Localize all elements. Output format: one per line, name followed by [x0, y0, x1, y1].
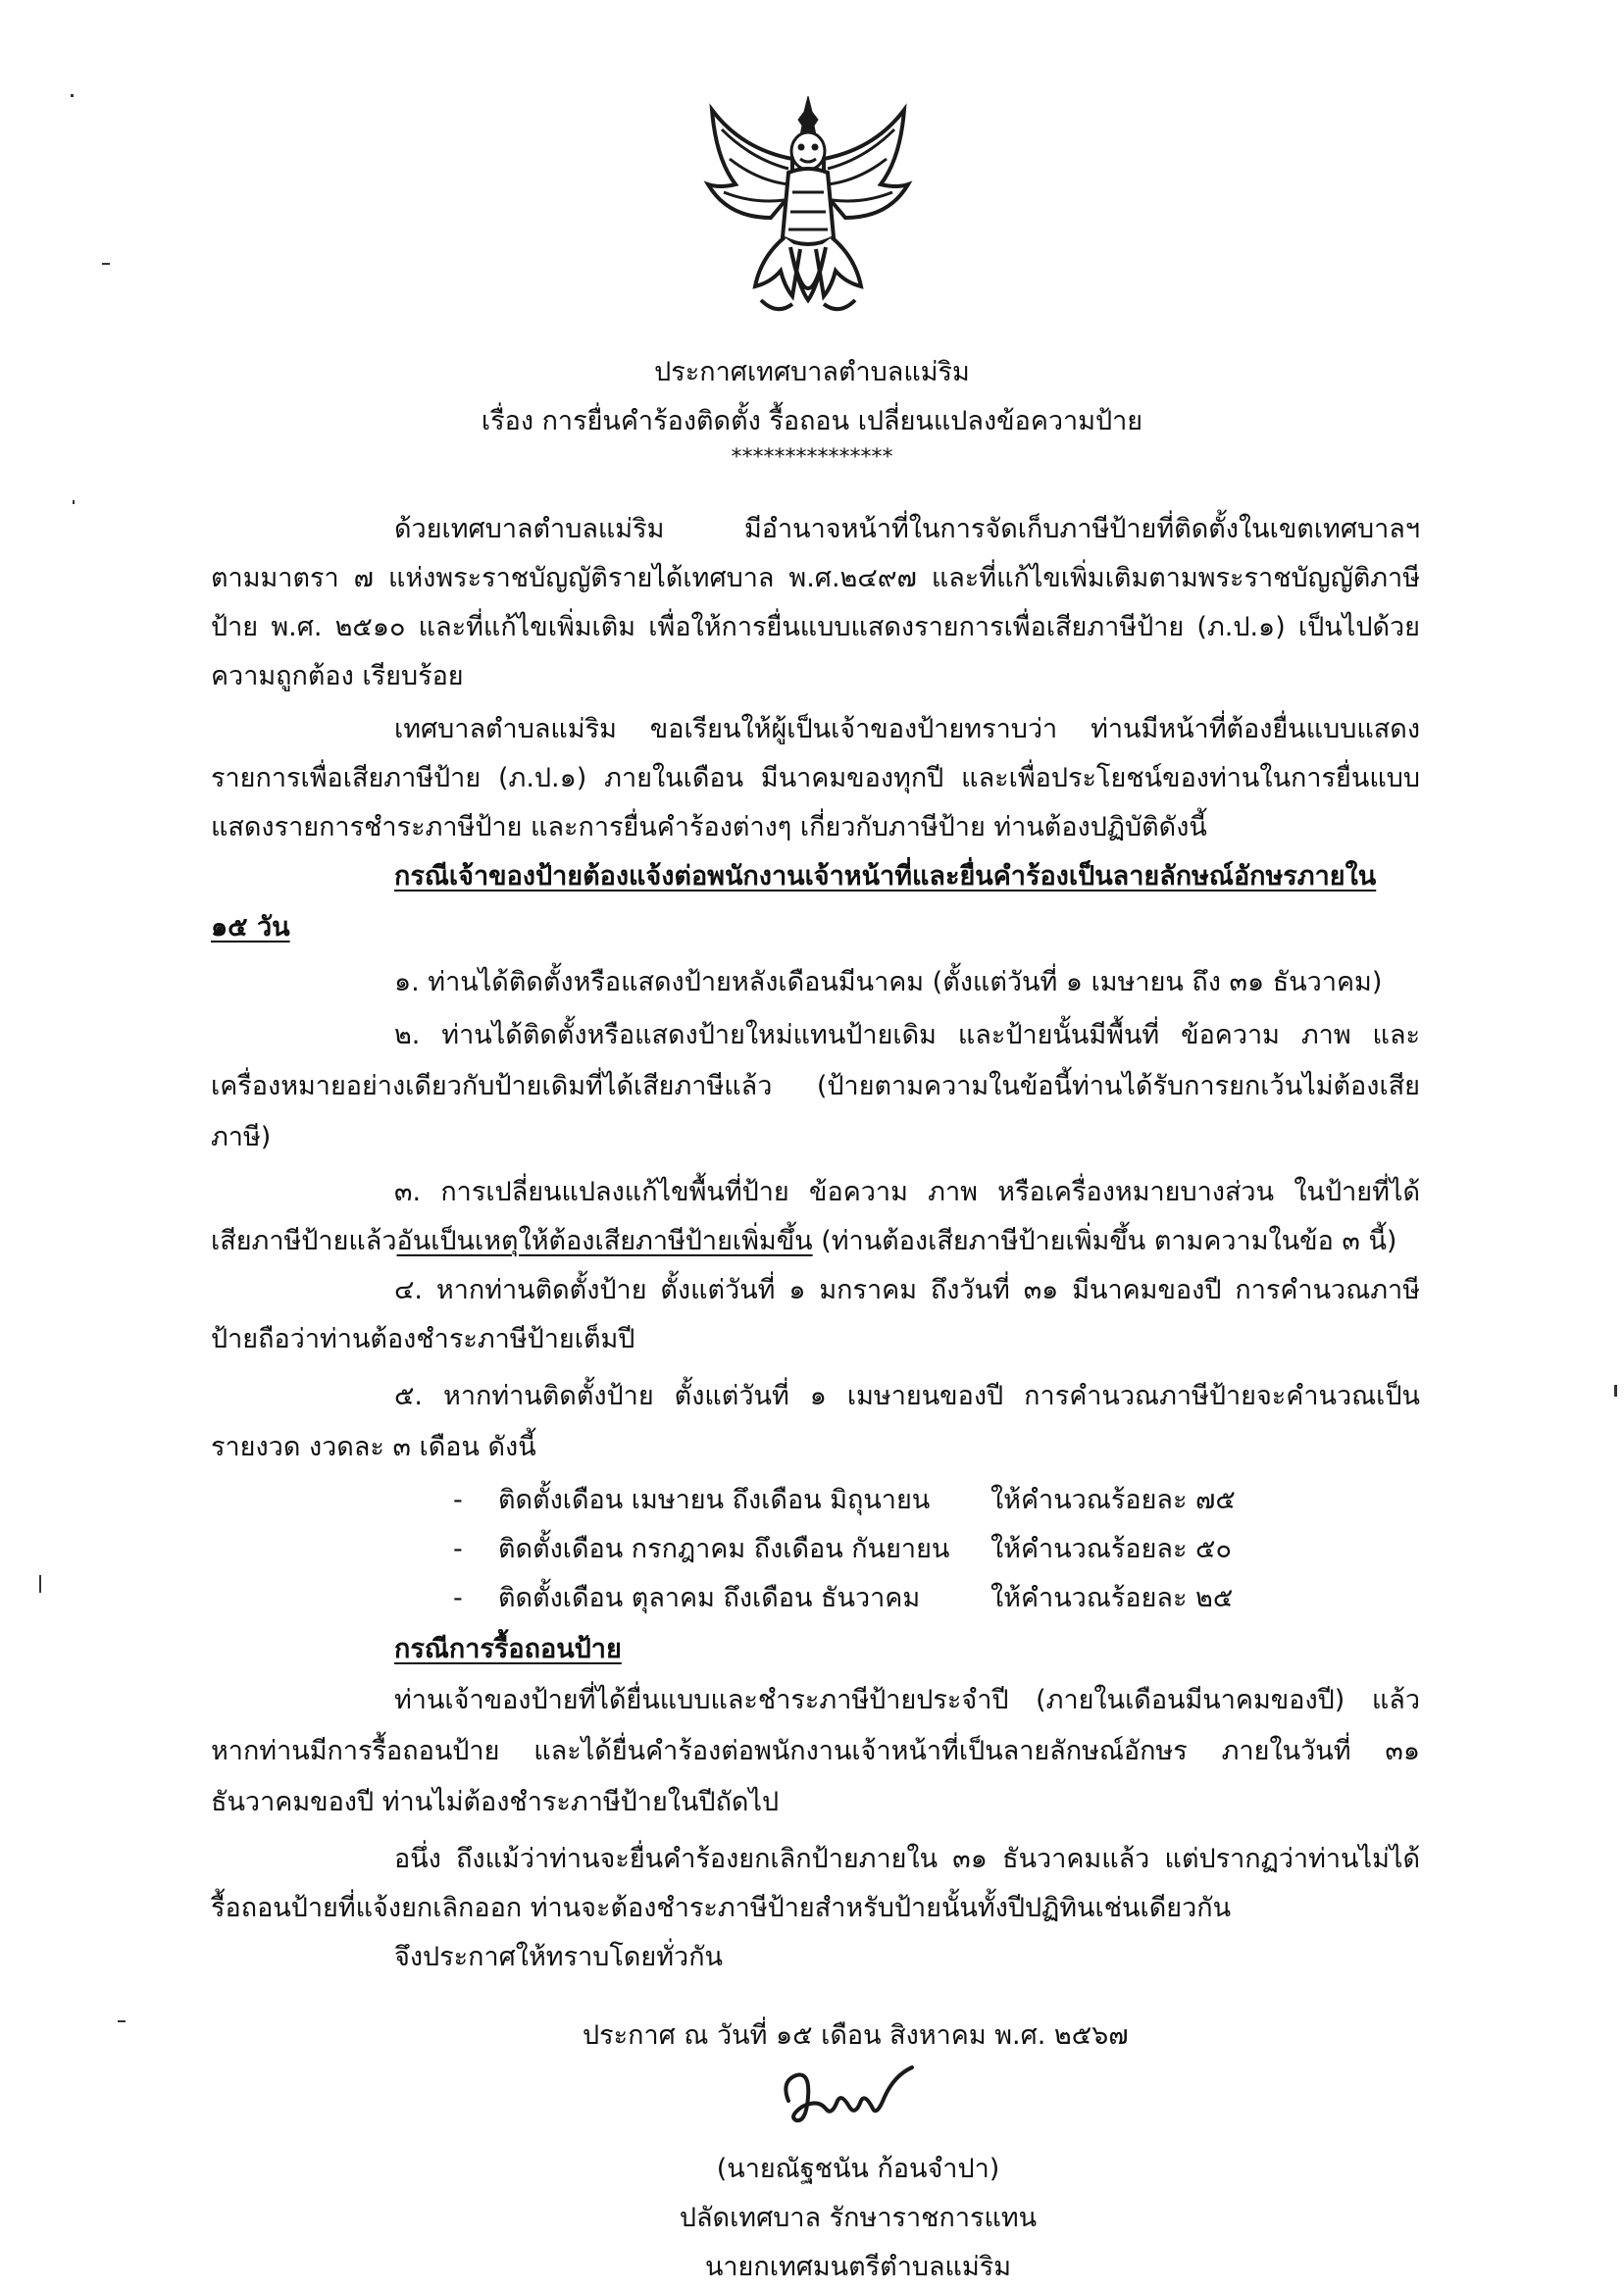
list-item-3-text-b: (ท่านต้องเสียภาษีป้ายเพิ่มขึ้น ตามความในข้อ ๓ นี้) — [812, 1226, 1397, 1256]
paragraph-3-line-3: ธันวาคมของปี ท่านไม่ต้องชำระภาษีป้ายในปีถัดไป — [211, 1787, 780, 1817]
section-heading-notify-line-1: กรณีเจ้าของป้ายต้องแจ้งต่อพนักงานเจ้าหน้าที่และยื่นคำร้องเป็นลายลักษณ์อักษรภายใน — [394, 861, 1377, 892]
handwritten-signature-icon — [775, 2058, 932, 2140]
scan-speck — [71, 94, 74, 97]
paragraph-3-line-1: ท่านเจ้าของป้ายที่ได้ยื่นแบบและชำระภาษีป้ายประจำปี (ภายในเดือนมีนาคมของปี) แล้ว — [394, 1685, 1420, 1715]
signer-position-2: นายกเทศมนตรีตำบลแม่ริม — [704, 2252, 1012, 2282]
paragraph-1-line-3: ป้าย พ.ศ. ๒๕๑๐ และที่แก้ไขเพิ่มเติม เพื่อให้การยื่นแบบแสดงรายการเพื่อเสียภาษีป้าย (ภ.ป.๑) เป็นไปด้วย — [211, 612, 1420, 642]
paragraph-2-line-1: เทศบาลตำบลแม่ริม ขอเรียนให้ผู้เป็นเจ้าของป้ายทราบว่า ท่านมีหน้าที่ต้องยื่นแบบแสดง — [394, 714, 1420, 744]
garuda-emblem-icon — [702, 90, 914, 331]
paragraph-4-line-1: อนึ่ง ถึงแม้ว่าท่านจะยื่นคำร้องยกเลิกป้ายภายใน ๓๑ ธันวาคมแล้ว แต่ปรากฏว่าท่านไม่ได้ — [394, 1844, 1420, 1874]
schedule-dash: - — [453, 1485, 463, 1515]
signer-name: (นายณัฐชนัน ก้อนจำปา) — [716, 2154, 1000, 2184]
page-title: ประกาศเทศบาลตำบลแม่ริม — [654, 357, 970, 387]
schedule-rate: ให้คำนวณร้อยละ ๒๕ — [990, 1583, 1234, 1613]
scan-speck — [39, 1575, 41, 1593]
signer-position-1: ปลัดเทศบาล รักษาราชการแทน — [679, 2203, 1038, 2233]
schedule-dash: - — [453, 1534, 463, 1564]
list-item-3-line-2 — [211, 1222, 1396, 1261]
page-subject: เรื่อง การยื่นคำร้องติดตั้ง รื้อถอน เปลี่ยนแปลงข้อความป้าย — [481, 406, 1143, 436]
schedule-rate: ให้คำนวณร้อยละ ๕๐ — [990, 1534, 1232, 1564]
list-item-2-line-1: ๒. ท่านได้ติดตั้งหรือแสดงป้ายใหม่แทนป้ายเดิม และป้ายนั้นมีพื้นที่ ข้อความ ภาพ และ — [394, 1020, 1420, 1050]
announcement-date: ประกาศ ณ วันที่ ๑๕ เดือน สิงหาคม พ.ศ. ๒๕๖๗ — [583, 2020, 1129, 2051]
schedule-period: ติดตั้งเดือน ตุลาคม ถึงเดือน ธันวาคม — [498, 1583, 921, 1613]
list-item-4-line-1: ๔. หากท่านติดตั้งป้าย ตั้งแต่วันที่ ๑ มกราคม ถึงวันที่ ๓๑ มีนาคมของปี การคำนวณภาษี — [394, 1275, 1420, 1305]
list-item-4-line-2: ป้ายถือว่าท่านต้องชำระภาษีป้ายเต็มปี — [211, 1324, 635, 1354]
paragraph-1-line-4: ความถูกต้อง เรียบร้อย — [211, 661, 464, 691]
list-item-3-line-1: ๓. การเปลี่ยนแปลงแก้ไขพื้นที่ป้าย ข้อความ ภาพ หรือเครื่องหมายบางส่วน ในป้ายที่ได้ — [394, 1177, 1420, 1207]
paragraph-4-line-2: รื้อถอนป้ายที่แจ้งยกเลิกออก ท่านจะต้องชำระภาษีป้ายสำหรับป้ายนั้นทั้งปีปฏิทินเช่นเดียวกัน — [211, 1893, 1232, 1923]
closing-line: จึงประกาศให้ทราบโดยทั่วกัน — [394, 1942, 723, 1972]
section-heading-removal: กรณีการรื้อถอนป้าย — [394, 1634, 622, 1664]
schedule-dash: - — [453, 1583, 463, 1613]
paragraph-2-line-2: รายการเพื่อเสียภาษีป้าย (ภ.ป.๑) ภายในเดือน มีนาคมของทุกปี และเพื่อประโยชน์ของท่านในการยื่นแบบ — [211, 763, 1420, 793]
separator-stars: *************** — [731, 445, 893, 470]
schedule-period: ติดตั้งเดือน เมษายน ถึงเดือน มิถุนายน — [498, 1485, 931, 1515]
paragraph-1-line-2: ตามมาตรา ๗ แห่งพระราชบัญญัติรายได้เทศบาล พ.ศ.๒๔๙๗ และที่แก้ไขเพิ่มเติมตามพระราชบัญญัติภาษี — [211, 563, 1420, 593]
scan-speck — [118, 2020, 126, 2022]
paragraph-2-line-3: แสดงรายการชำระภาษีป้าย และการยื่นคำร้องต่างๆ เกี่ยวกับภาษีป้าย ท่านต้องปฏิบัติดังนี้ — [211, 812, 1207, 842]
list-item-1: ๑. ท่านได้ติดตั้งหรือแสดงป้ายหลังเดือนมีนาคม (ตั้งแต่วันที่ ๑ เมษายน ถึง ๓๑ ธันวาคม) — [394, 967, 1383, 997]
list-item-2-line-2: เครื่องหมายอย่างเดียวกับป้ายเดิมที่ได้เสียภาษีแล้ว (ป้ายตามความในข้อนี้ท่านได้รับการยกเว้นไม่ต้องเสีย — [211, 1071, 1420, 1101]
scan-speck — [102, 263, 110, 265]
list-item-5-line-1: ๕. หากท่านติดตั้งป้าย ตั้งแต่วันที่ ๑ เมษายนของปี การคำนวณภาษีป้ายจะคำนวณเป็น — [394, 1381, 1420, 1411]
list-item-2-line-3: ภาษี) — [211, 1122, 272, 1152]
list-item-5-line-2: รายงวด งวดละ ๓ เดือน ดังนี้ — [211, 1432, 536, 1462]
list-item-3-text-a: เสียภาษีป้ายแล้ว — [211, 1226, 397, 1256]
list-item-3-underlined-text: อันเป็นเหตุให้ต้องเสียภาษีป้ายเพิ่มขึ้น — [396, 1226, 813, 1256]
paragraph-1-line-1: ด้วยเทศบาลตำบลแม่ริม มีอำนาจหน้าที่ในการจัดเก็บภาษีป้ายที่ติดตั้งในเขตเทศบาลฯ — [394, 514, 1420, 544]
schedule-period: ติดตั้งเดือน กรกฎาคม ถึงเดือน กันยายน — [498, 1534, 950, 1564]
section-heading-notify-line-2: ๑๕ วัน — [211, 912, 290, 943]
scan-speck — [73, 500, 75, 504]
scan-speck — [1614, 1385, 1617, 1397]
paragraph-3-line-2: หากท่านมีการรื้อถอนป้าย และได้ยื่นคำร้องต่อพนักงานเจ้าหน้าที่เป็นลายลักษณ์อักษร ภายในวันที่ ๓๑ — [211, 1736, 1420, 1766]
schedule-rate: ให้คำนวณร้อยละ ๗๕ — [990, 1485, 1236, 1515]
